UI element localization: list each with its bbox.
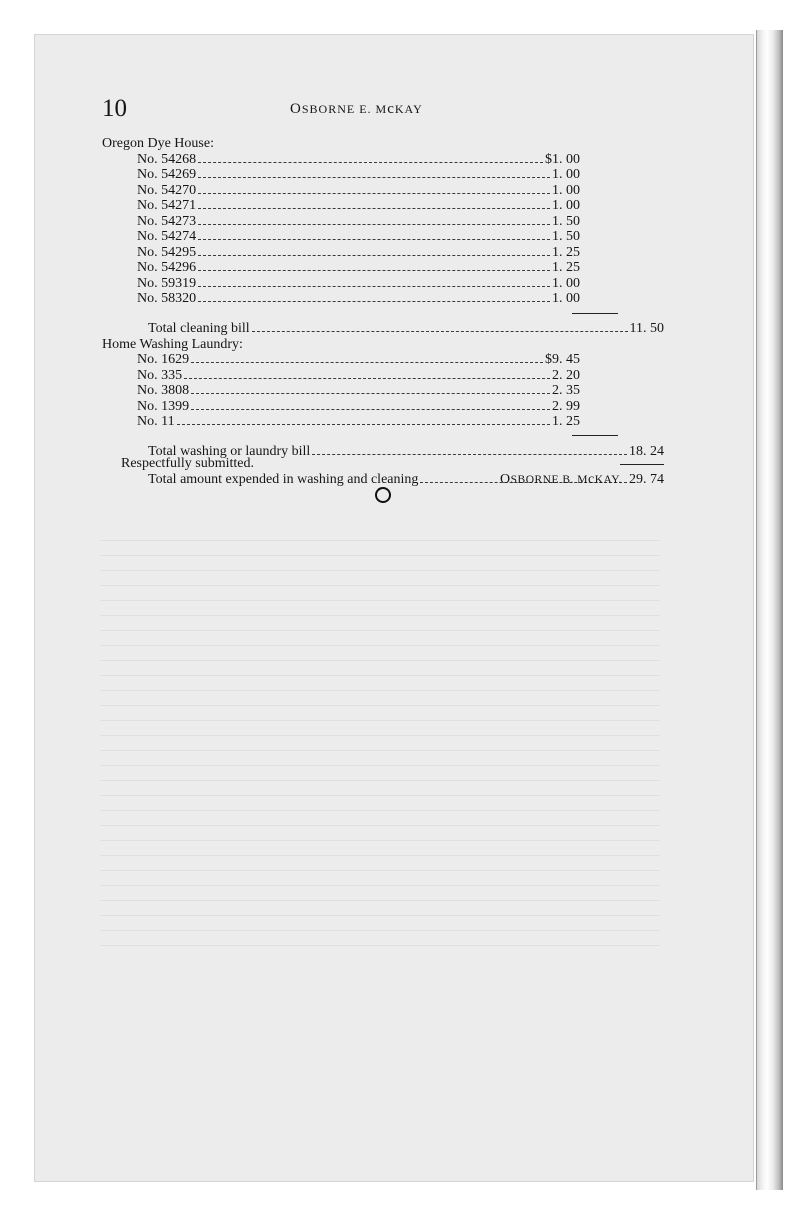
item-label: No. 3808 [137,383,190,398]
dot-leader [198,224,550,225]
dot-leader [198,255,550,256]
ledger-row [102,276,664,292]
item-amount: 2. 20 [552,367,580,383]
ledger-row [102,352,664,368]
subtotal-rule-row [102,307,664,321]
dot-leader [177,424,550,425]
running-head-c: c [387,101,395,117]
signature-rest: SBORNE B. M [510,474,589,486]
dot-leader [191,362,543,363]
item-label: No. 54274 [137,229,197,244]
signature [500,472,622,488]
ledger-row [102,260,664,276]
dot-leader [198,177,550,178]
ledger-row [102,368,664,384]
item-label: No. 58320 [137,291,197,306]
dot-leader [198,239,550,240]
subtotal-rule-row [102,430,664,444]
dot-leader [191,393,550,394]
item-amount: 1. 25 [552,260,580,275]
ledger-row [102,399,664,415]
item-label: No. 1629 [137,352,190,367]
dot-leader [184,378,550,379]
running-head [290,99,423,119]
signature-last: KAY. [594,474,623,486]
ledger-row [102,152,664,168]
dot-leader [198,270,550,271]
item-label: No. 335 [137,367,183,383]
item-label: No. 54270 [137,182,197,198]
item-label: No. 59319 [137,275,197,291]
dot-leader [252,331,628,332]
item-label: No. 54269 [137,167,197,182]
dot-leader [198,286,550,287]
running-head-rest: SBORNE E. M [301,102,388,116]
subtotal-rule [572,435,618,436]
total-label: Total cleaning bill [148,320,250,336]
item-amount: 1. 00 [552,167,580,182]
total-amount: 18. 24 [629,443,664,459]
item-amount: 1. 00 [552,182,580,198]
dot-leader [198,208,550,209]
section-heading: Oregon Dye House: [102,136,214,151]
item-label: No. 54296 [137,260,197,275]
item-amount: 1. 00 [552,198,580,213]
item-label: No. 54273 [137,213,197,229]
grand-total-amount: 29. 74 [629,471,664,487]
expense-ledger [102,136,664,488]
ledger-row [102,229,664,245]
item-amount: 2. 35 [552,383,580,398]
item-amount: $1. 00 [545,151,580,167]
total-label: Total washing or laundry bill [148,443,311,459]
bleed-through-texture [100,540,660,960]
dot-leader [312,454,627,455]
running-head-last: KAY [394,102,423,116]
signature-initial: O [500,472,511,487]
total-amount: 11. 50 [629,320,664,336]
grand-total-label: Total amount expended in washing and cleaning [148,471,419,487]
item-amount: 1. 50 [552,229,580,244]
item-amount: 1. 00 [552,275,580,291]
ledger-row [102,167,664,183]
binding-spine [756,30,783,1190]
dot-leader [198,193,550,194]
ledger-row [102,414,664,430]
item-label: No. 11 [137,414,175,429]
dot-leader [198,162,543,163]
circle-mark-icon [375,487,391,503]
dot-leader [198,301,550,302]
ledger-row [102,214,664,230]
signature-c: c [588,472,595,487]
closing-line: Respectfully submitted. [121,456,254,471]
page-number: 10 [102,95,127,122]
ledger-row [102,291,664,307]
section-heading: Home Washing Laundry: [102,336,243,352]
ledger-row [102,383,664,399]
running-head-initial: O [290,101,302,117]
ledger-row [102,198,664,214]
item-amount: $9. 45 [545,352,580,367]
dot-leader [191,409,550,410]
item-label: No. 1399 [137,398,190,414]
grand-total-rule [620,464,664,465]
total-row [102,321,664,337]
ledger-row [102,183,664,199]
item-amount: 1. 50 [552,213,580,229]
ledger-row [102,245,664,261]
subtotal-rule [572,313,618,314]
item-amount: 1. 25 [552,244,580,260]
item-amount: 1. 00 [552,291,580,306]
item-amount: 2. 99 [552,398,580,414]
item-amount: 1. 25 [552,414,580,429]
item-label: No. 54268 [137,151,197,167]
item-label: No. 54295 [137,244,197,260]
item-label: No. 54271 [137,198,197,213]
